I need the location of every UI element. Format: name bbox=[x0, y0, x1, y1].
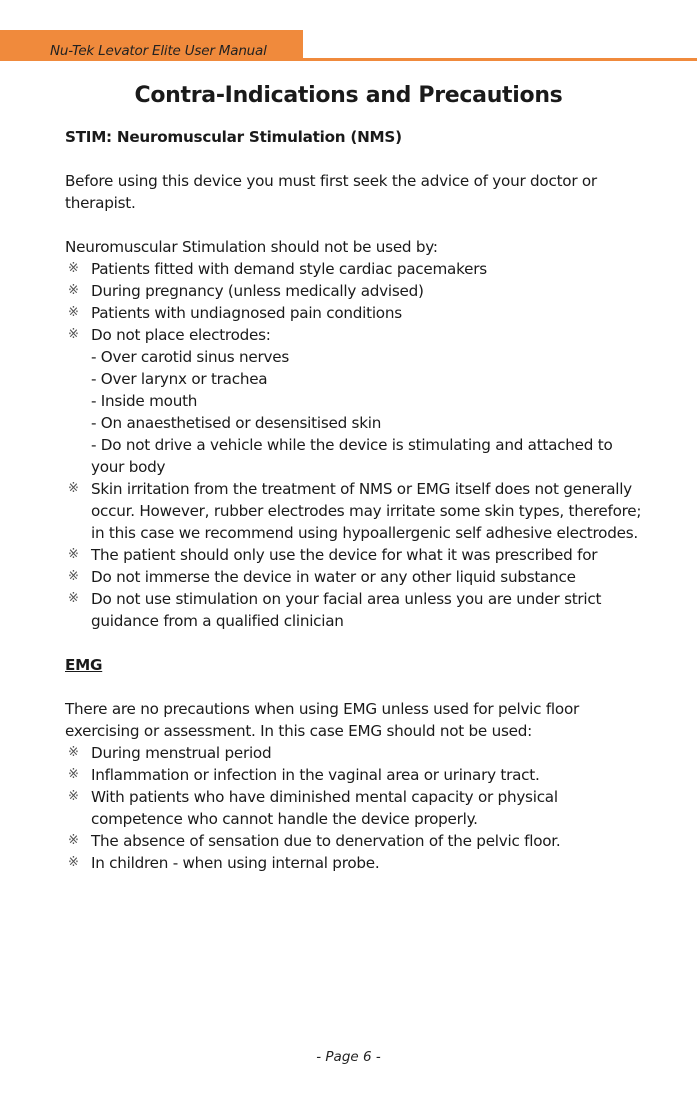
page-title: Contra-Indications and Precautions bbox=[134, 83, 563, 108]
list-item bbox=[65, 786, 655, 808]
reference-mark-icon: ※ bbox=[68, 261, 79, 276]
emg-intro-line2: exercising or assessment. In this case EMG should not be used: bbox=[65, 722, 532, 740]
list-item bbox=[65, 478, 655, 500]
list-item bbox=[65, 830, 655, 852]
list-item-text: The patient should only use the device for what it was prescribed for bbox=[91, 546, 598, 564]
list-item-continuation: competence who cannot handle the device properly. bbox=[91, 810, 478, 828]
nms-heading: STIM: Neuromuscular Stimulation (NMS) bbox=[65, 128, 402, 146]
nms-advice-line2: therapist. bbox=[65, 194, 136, 212]
list-item-text: Patients with undiagnosed pain conditions bbox=[91, 304, 402, 322]
reference-mark-icon: ※ bbox=[68, 547, 79, 562]
list-item-text: Skin irritation from the treatment of NMS or EMG itself does not generally bbox=[91, 480, 632, 498]
reference-mark-icon: ※ bbox=[68, 283, 79, 298]
reference-mark-icon: ※ bbox=[68, 481, 79, 496]
list-item-text: Patients fitted with demand style cardiac pacemakers bbox=[91, 260, 487, 278]
manual-title: Nu-Tek Levator Elite User Manual bbox=[50, 43, 267, 59]
reference-mark-icon: ※ bbox=[68, 569, 79, 584]
list-item bbox=[65, 544, 655, 566]
list-item bbox=[65, 764, 655, 786]
list-item-text: The absence of sensation due to denervation of the pelvic floor. bbox=[91, 832, 561, 850]
reference-mark-icon: ※ bbox=[68, 327, 79, 342]
page-number: - Page 6 - bbox=[316, 1049, 381, 1065]
nms-intro: Neuromuscular Stimulation should not be used by: bbox=[65, 238, 438, 256]
reference-mark-icon: ※ bbox=[68, 767, 79, 782]
reference-mark-icon: ※ bbox=[68, 591, 79, 606]
list-item-text: Do not immerse the device in water or any other liquid substance bbox=[91, 568, 576, 586]
sub-list-item: - Inside mouth bbox=[91, 392, 198, 410]
list-item-text: During pregnancy (unless medically advised) bbox=[91, 282, 424, 300]
list-item bbox=[65, 302, 655, 324]
sub-list-item: - Do not drive a vehicle while the device is stimulating and attached to bbox=[91, 436, 613, 454]
list-item-continuation: guidance from a qualified clinician bbox=[91, 612, 344, 630]
reference-mark-icon: ※ bbox=[68, 745, 79, 760]
reference-mark-icon: ※ bbox=[68, 855, 79, 870]
sub-list-item: - On anaesthetised or desensitised skin bbox=[91, 414, 382, 432]
list-item-text: In children - when using internal probe. bbox=[91, 854, 380, 872]
list-item bbox=[65, 258, 655, 280]
sub-list-item: your body bbox=[91, 458, 166, 476]
list-item bbox=[65, 324, 655, 346]
reference-mark-icon: ※ bbox=[68, 305, 79, 320]
list-item-text: During menstrual period bbox=[91, 744, 272, 762]
list-item bbox=[65, 566, 655, 588]
list-item-text: Inflammation or infection in the vaginal area or urinary tract. bbox=[91, 766, 540, 784]
list-item-text: With patients who have diminished mental capacity or physical bbox=[91, 788, 558, 806]
list-item bbox=[65, 588, 655, 610]
nms-advice-line1: Before using this device you must first seek the advice of your doctor or bbox=[65, 172, 597, 190]
reference-mark-icon: ※ bbox=[68, 833, 79, 848]
list-item-text: Do not place electrodes: bbox=[91, 326, 271, 344]
header-rule bbox=[303, 58, 697, 61]
list-item-continuation: in this case we recommend using hypoallergenic self adhesive electrodes. bbox=[91, 524, 638, 542]
sub-list-item: - Over larynx or trachea bbox=[91, 370, 268, 388]
page-content bbox=[65, 126, 655, 874]
list-item-continuation: occur. However, rubber electrodes may irritate some skin types, therefore; bbox=[91, 502, 642, 520]
emg-heading: EMG bbox=[65, 656, 103, 674]
list-item bbox=[65, 742, 655, 764]
list-item bbox=[65, 280, 655, 302]
sub-list-item: - Over carotid sinus nerves bbox=[91, 348, 289, 366]
emg-intro-line1: There are no precautions when using EMG unless used for pelvic floor bbox=[65, 700, 579, 718]
list-item-text: Do not use stimulation on your facial area unless you are under strict bbox=[91, 590, 602, 608]
reference-mark-icon: ※ bbox=[68, 789, 79, 804]
list-item bbox=[65, 852, 655, 874]
